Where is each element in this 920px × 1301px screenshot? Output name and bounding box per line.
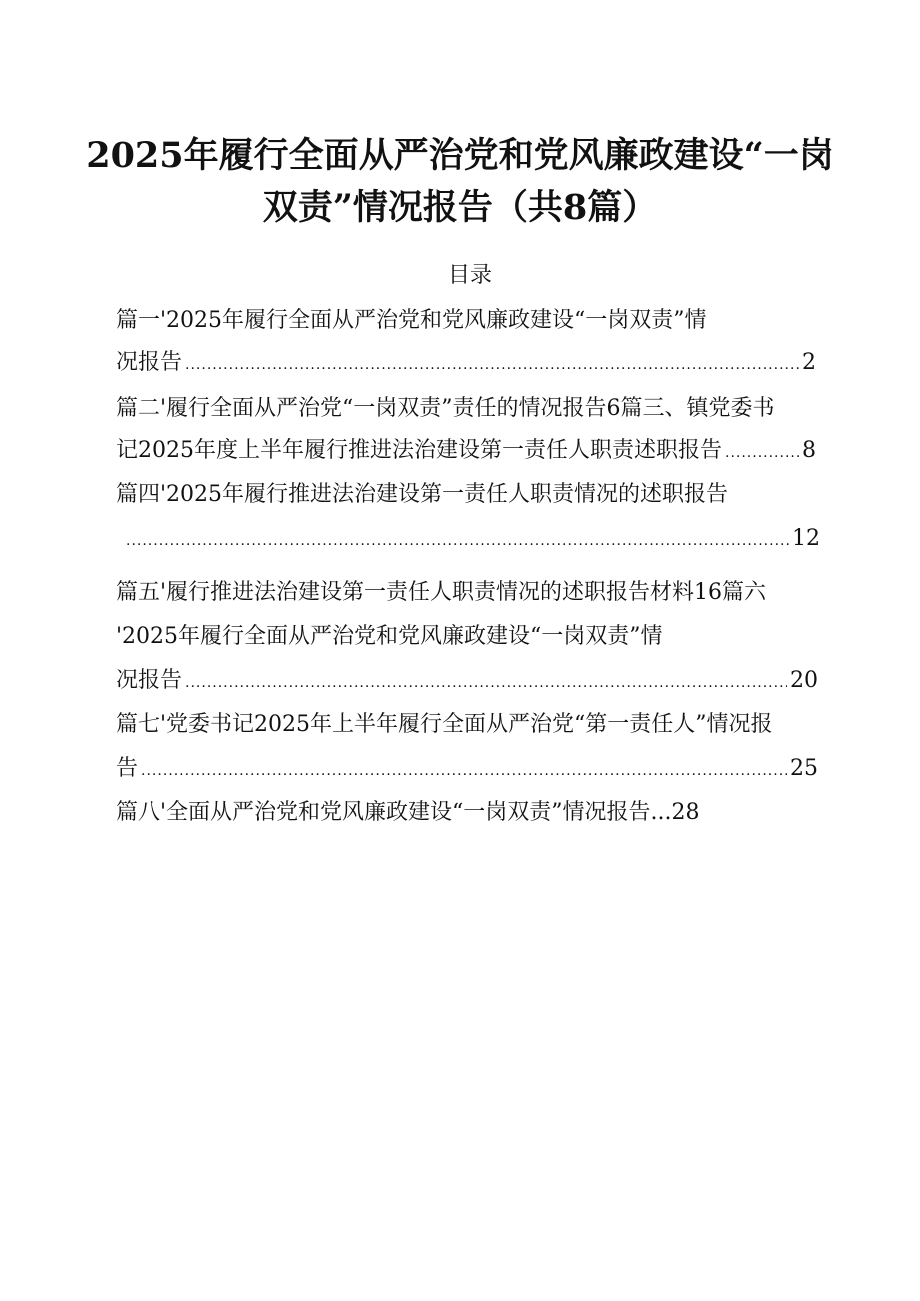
toc-entry-2-line-1: 篇二'履行全面从严治党“一岗双责”责任的情况报告6篇三、镇党委书 (116, 396, 775, 421)
toc-page-number: 2 (802, 350, 816, 375)
toc-entry-4-line-1: 篇四'2025年履行推进法治建设第一责任人职责情况的述职报告 (116, 482, 729, 507)
toc-entry-7-line-2 (116, 754, 818, 786)
dot-leader (185, 668, 787, 698)
toc-page-number: 28 (671, 800, 700, 825)
toc-entry-text: 况报告 (116, 350, 183, 375)
toc-entry-text: 篇八'全面从严治党和党风廉政建设“一岗双责”情况报告... (116, 800, 672, 825)
toc-entry-8-line-1 (116, 798, 700, 828)
dot-leader (725, 438, 799, 468)
toc-entry-7-line-1: 篇七'党委书记2025年上半年履行全面从严治党“第一责任人”情况报 (116, 712, 773, 737)
toc-entry-4-line-2 (126, 524, 820, 556)
toc-entry-6-line-2 (116, 666, 818, 698)
toc-heading: 目录 (447, 263, 492, 288)
toc-page-number: 12 (792, 526, 820, 551)
toc-entry-1-line-2 (116, 348, 816, 380)
document-title-line-2: 双责”情况报告（共8篇） (262, 187, 658, 228)
toc-entry-3-line-2 (116, 436, 816, 468)
toc-entry-text: 告 (116, 756, 139, 781)
toc-entry-5-line-1: 篇五'履行推进法治建设第一责任人职责情况的述职报告材料16篇六 (116, 580, 767, 605)
dot-leader (141, 756, 787, 786)
toc-entry-text: 况报告 (116, 668, 183, 693)
toc-entry-1-line-1: 篇一'2025年履行全面从严治党和党风廉政建设“一岗双责”情 (116, 308, 707, 333)
dot-leader (126, 526, 789, 556)
document-title-line-1: 2025年履行全面从严治党和党风廉政建设“一岗 (86, 135, 834, 176)
toc-page-number: 25 (790, 756, 818, 781)
toc-entry-text: 记2025年度上半年履行推进法治建设第一责任人职责述职报告 (116, 438, 722, 463)
dot-leader (185, 350, 799, 380)
toc-page-number: 8 (802, 438, 816, 463)
toc-entry-6-line-1: '2025年履行全面从严治党和党风廉政建设“一岗双责”情 (116, 624, 663, 649)
toc-page-number: 20 (790, 668, 818, 693)
